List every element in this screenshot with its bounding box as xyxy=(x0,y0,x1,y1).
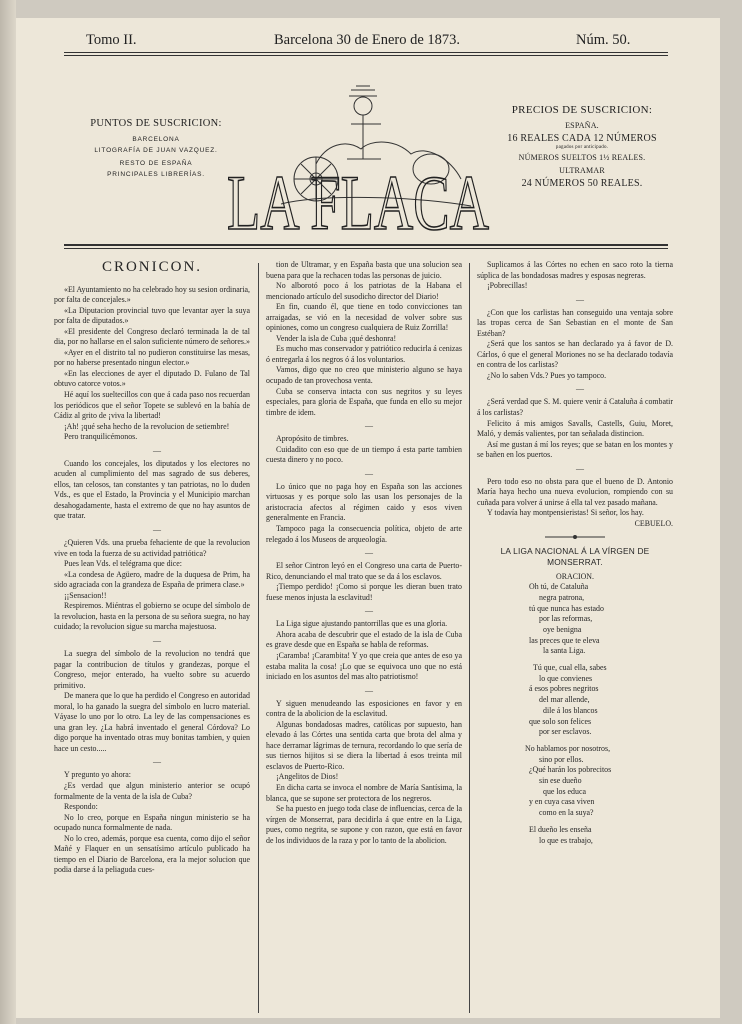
article-paragraph: Apropósito de timbres. xyxy=(276,434,349,444)
masthead xyxy=(66,32,666,54)
header-rule-2 xyxy=(64,248,668,249)
oracion-heading: ORACION. xyxy=(556,571,594,581)
article-paragraph: Pero todo eso no obsta para que el bueno de D. Antonio María haya hecho una nueva evolucion, rompiendo con su cuñada para volver á unirse á ella tal vez pasado mañana. xyxy=(477,476,673,507)
article-paragraph: «En las elecciones de ayer el diputado D. Fulano de Tal obtuvo catorce votos.» xyxy=(54,368,250,389)
article-paragraph: ¿Será que los santos se han declarado ya á favor de D. Cárlos, ó que el general Moriones no se ha declarado todavía en contra de los carlistas? xyxy=(477,339,673,370)
section-divider: — xyxy=(365,685,373,695)
article-paragraph: «La condesa de Agüero, madre de la duquesa de Prim, ha sido agraciada con la grandeza de España de primera clase.» xyxy=(54,569,250,590)
precios-ultramar: ULTRAMAR xyxy=(559,166,605,175)
liga-title: LA LIGA NACIONAL Á LA VÍRGEN DE MONSERRAT. xyxy=(500,546,650,568)
article-paragraph: Suplicamos á las Córtes no echen en saco roto la tierna súplica de las bondadosas madres y esposas negreras. xyxy=(477,260,673,280)
date-label: Barcelona 30 de Enero de 1873. xyxy=(274,32,461,48)
puntos-line: LITOGRAFÍA DE JUAN VAZQUEZ. xyxy=(94,146,218,154)
precios-line1-sub: pagados por anticipado. xyxy=(555,145,609,150)
precios-line3: 24 NÚMEROS 50 REALES. xyxy=(521,178,643,189)
article-paragraph: El señor Cintron leyó en el Congreso una carta de Puerto-Rico, denunciando el mal trato que se da á los esclavos. xyxy=(266,561,462,581)
signature: CEBUELO. xyxy=(634,518,673,528)
column-3 xyxy=(477,260,673,846)
precios-line1: 16 REALES CADA 12 NÚMEROS xyxy=(507,133,657,144)
section-divider: — xyxy=(576,384,584,394)
article-paragraph: En fin, cuando él, que tiene en todo convicciones tan arraigadas, se vió en la necesidad de volver sobre sus opiniones, como un congreso cualquiera de Ruiz Zorrilla! xyxy=(266,302,462,333)
article-paragraph: tion de Ultramar, y en España basta que una solucion sea buena para que la rechacen todas las personas de juicio. xyxy=(266,260,462,280)
article-paragraph: Ahora acaba de descubrir que el estado de la isla de Cuba es grave desde que en España se habla de reformas. xyxy=(266,629,462,650)
poem-line: negra patrona, xyxy=(539,592,585,602)
article-paragraph: En dicha carta se invoca el nombre de María Santísima, la blanca, que se supone ser protectora de los negreros. xyxy=(266,782,462,803)
section-divider: — xyxy=(576,463,584,473)
article-paragraph: Y pregunto yo ahora: xyxy=(64,770,131,780)
poem-line: por ser esclavos. xyxy=(539,727,592,737)
precios-espana: ESPAÑA. xyxy=(565,121,599,130)
article-paragraph: Pues lean Vds. el telégrama que dice: xyxy=(64,559,182,569)
article-paragraph: ¡¡Sensacion!! xyxy=(64,590,107,600)
logo-text: LA FLACA xyxy=(227,159,489,244)
section-divider: — xyxy=(153,525,161,535)
article-paragraph: Vamos, digo que no creo que ministerio alguno se haya ocupado de tan provechosa venta. xyxy=(266,365,462,386)
poem-line: las preces que te eleva xyxy=(529,635,600,645)
article-paragraph: ¡Ah! ¡qué seha hecho de la revolucion de setiembre! xyxy=(64,421,230,431)
article-paragraph: La Liga sigue ajustando pantorrillas que es una gloria. xyxy=(276,619,448,629)
precios-suscricion xyxy=(494,104,670,190)
poem-line: ¿Qué harán los pobrecitos xyxy=(529,765,612,775)
masthead-rule-2 xyxy=(64,55,668,56)
tomo-label: Tomo II. xyxy=(86,32,137,48)
poem-line: dile á los blancos xyxy=(543,705,598,715)
article-paragraph: Cuidadito con eso que de un tiempo á esta parte tambien cuesta dinero y no poco. xyxy=(266,444,462,465)
page-gutter xyxy=(0,0,16,1024)
poem xyxy=(477,582,673,846)
article-paragraph: No lo creo, además, porque esa cuenta, como dijo el señor Mañé y Flaquer en un sensatísimo artículo publicado ha tiempo en el Diario de Barcelona, era la mejor solucion que podia darse á la peliaguda cues- xyxy=(54,833,250,875)
article-paragraph: Cuando los concejales, los diputados y los electores no acuden al cumplimiento del mas sagrado de sus deberes, ellos, tan celosos, tan constantes y tan patriotas, no lo duden Vds., es que el Estado, la Provincia y el Municipio marchan desahogadamente, hasta el extremo de que no hay asuntos de que tratar. xyxy=(54,458,250,521)
article-paragraph: Vender la isla de Cuba ¡qué deshonra! xyxy=(276,333,397,343)
precios-line2: NÚMEROS SUELTOS 1½ REALES. xyxy=(518,153,646,162)
section-divider: — xyxy=(153,757,161,767)
poem-line: la santa Liga. xyxy=(543,646,586,656)
puntos-line: RESTO DE ESPAÑA xyxy=(119,160,193,167)
article-paragraph: Felicito á mis amigos Savalls, Castells, Guiu, Moret, Maló, y demás valientes, por tan señalada distincion. xyxy=(477,418,673,439)
puntos-suscricion xyxy=(71,118,241,180)
article-paragraph: Hé aquí los sueltecillos con que á cada paso nos recuerdan los periódicos que el señor Topete se sublevó en la bahía de Cádiz al grito de ¡viva la libertad! xyxy=(54,390,250,421)
precios-title: PRECIOS DE SUSCRICION: xyxy=(511,104,653,116)
article-paragraph: La suegra del símbolo de la revolucion no tendrá que pagar la contribucion de títulos y grandezas, porque el Congreso, mejor enterado, ha vuelto sobre su acuerdo primitivo. xyxy=(54,648,250,690)
puntos-line: PRINCIPALES LIBRERÍAS. xyxy=(107,170,205,178)
article-paragraph: «Ayer en el distrito tal no pudieron constituirse las mesas, por no haberse presentado ningun elector.» xyxy=(54,347,250,368)
section-divider: — xyxy=(365,606,373,616)
poem-line: que los educa xyxy=(543,786,586,796)
poem-line: del mar allende, xyxy=(539,695,590,705)
column-2 xyxy=(266,260,462,846)
article-paragraph: ¡Tiempo perdido! ¡Como si porque les dieran buen trato fuese menos injusta la esclavitud! xyxy=(266,582,462,602)
article-paragraph: Tampoco paga la consecuencia política, objeto de arte relegado á los Museos de arqueología. xyxy=(266,524,462,544)
poem-line: tú que nunca has estado xyxy=(529,603,604,613)
poem-line: No hablamos por nosotros, xyxy=(525,743,611,753)
section-divider: — xyxy=(365,548,373,558)
article-paragraph: Lo único que no paga hoy en España son las acciones virtuosas y es porque solo las usan los personajes de la aristocracia afectos al régimen caido y esos viven generalmente en Francia. xyxy=(266,481,462,523)
poem-line: oye benigna xyxy=(543,624,582,634)
ornament-icon xyxy=(545,534,605,540)
article-paragraph: ¿Será verdad que S. M. quiere venir á Cataluña á combatir á los carlistas? xyxy=(477,397,673,418)
column-divider xyxy=(258,263,259,1013)
article-paragraph: ¿Con que los carlistas han conseguido una ventaja sobre las tropas cerca de San Sebastian en el monte de San Estéban? xyxy=(477,307,673,338)
article-paragraph: Así me gustan á mí los reyes; que se batan en los montes y se bañen en los puertos. xyxy=(477,439,673,460)
article-paragraph: ¡Angelitos de Dios! xyxy=(276,772,339,782)
section-divider: — xyxy=(576,294,584,304)
poem-line: sino por ellos. xyxy=(539,754,584,764)
ornament-divider xyxy=(477,534,673,541)
poem-line: á esos pobres negritos xyxy=(529,684,599,694)
masthead-rule xyxy=(64,52,668,53)
newspaper-page xyxy=(16,18,720,1018)
poem-line: y en cuya casa viven xyxy=(529,797,595,807)
poem-line: como en la suya? xyxy=(539,808,594,818)
article-paragraph: Se ha puesto en juego toda clase de influencias, cerca de la vírgen de Monserrat, para decidirla á que entre en la Liga, pues, como negrita, se supone y con razon, que está en favor de los individuos de la raza y por lo tanto de la abolicion. xyxy=(266,804,462,845)
article-paragraph: «La Diputacion provincial tuvo que levantar ayer la suya por falta de diputados.» xyxy=(54,305,250,326)
article-paragraph: No alborotó poco á los patriotas de la Habana el mencionado artículo del susodicho director del Diario! xyxy=(266,281,462,301)
article-paragraph: Y todavía hay montpensieristas! Si señor, los hay. xyxy=(487,508,644,518)
article-paragraph: ¿Es verdad que algun ministerio anterior se ocupó formalmente de la venta de la isla de Cuba? xyxy=(54,780,250,801)
article-paragraph: Y siguen menudeando las esposiciones en favor y en contra de la abolicion de la esclavitud. xyxy=(266,698,462,719)
section-divider: — xyxy=(365,468,373,478)
issue-number: Núm. 50. xyxy=(576,32,631,48)
article-paragraph: ¿No lo saben Vds.? Pues yo tampoco. xyxy=(487,370,607,380)
puntos-line: BARCELONA xyxy=(132,136,180,143)
article-paragraph: «El Ayuntamiento no ha celebrado hoy su sesion ordinaria, por falta de concejales.» xyxy=(54,284,250,305)
article-paragraph: Pero tranquilicémonos. xyxy=(64,432,138,442)
poem-line: por las reformas, xyxy=(539,614,593,624)
article-paragraph: Cuba se conserva intacta con sus negritos y su leyes especiales, para gloria de España, que funda en ello su mejor timbre de idem. xyxy=(266,386,462,417)
column-1 xyxy=(54,260,250,876)
article-paragraph: Algunas bondadosas madres, católicas por supuesto, han elevado á las Córtes una sentida carta que brota del alma y hace derramar lágrimas de ternura, recordando lo que sería de sus tiernos hijitos si se diera la libertad á esos treinta mil esclavos de Puerto-Rico. xyxy=(266,719,462,771)
article-paragraph: Es mucho mas conservador y patriótico reducirla á cenizas ó entregarla á los negros ó á los voluntarios. xyxy=(266,344,462,364)
section-divider: — xyxy=(153,635,161,645)
poem-line: lo que es trabajo, xyxy=(539,835,593,845)
poem-line: El dueño les enseña xyxy=(529,824,592,834)
poem-line: sin ese dueño xyxy=(539,776,582,786)
column-divider xyxy=(469,263,470,1013)
article-paragraph: No lo creo, porque en España ningun ministerio se ha ocupado nunca formalmente de nada. xyxy=(54,812,250,833)
article-paragraph: De manera que lo que ha perdido el Congreso en autoridad moral, lo ha ganado la suegra del símbolo en lucro material. Váyase lo uno por lo otro. La ley de las compensaciones es una gran ley. ¿La habrá inventado el general Córdova? Lo digo porque ha inventado otras muy bonitas tambien, y quien hace un cesto..... xyxy=(54,691,250,753)
poem-line: que solo son felices xyxy=(529,716,592,726)
article-paragraph: «El presidente del Congreso declaró terminada la de tal dia, por no hallarse en el salon suficiente número de señores.» xyxy=(54,326,250,347)
article-paragraph: Respondo: xyxy=(64,802,98,812)
article-paragraph: ¡Caramba! ¡Carambita! Y yo que creia que antes de eso ya estaba malita la cosa! ¡Lo que se equivoca uno que no está iniciado en los asuntos del mas alto patriotismo! xyxy=(266,650,462,682)
puntos-title: PUNTOS DE SUSCRICION: xyxy=(90,118,222,129)
poem-line: Oh tú, de Cataluña xyxy=(529,582,589,592)
la-flaca-logo xyxy=(221,84,496,244)
section-divider: — xyxy=(153,445,161,455)
header-rule xyxy=(64,244,668,246)
section-divider: — xyxy=(365,421,373,431)
poem-line: lo que convienes xyxy=(539,673,593,683)
poem-line: Tú que, cual ella, sabes xyxy=(533,663,607,673)
cronicon-heading: CRONICON. xyxy=(101,259,203,275)
article-paragraph: Respiremos. Miéntras el gobierno se ocupe del símbolo de la revolucion, hasta en la persona de su señora suegra, no hay cuidado; la revolucion sigue su marcha majestuosa. xyxy=(54,601,250,632)
article-paragraph: ¡Pobrecillas! xyxy=(487,281,528,291)
article-paragraph: ¿Quieren Vds. una prueba fehaciente de que la revolucion vive en toda la fuerza de su actividad patriótica? xyxy=(54,538,250,558)
